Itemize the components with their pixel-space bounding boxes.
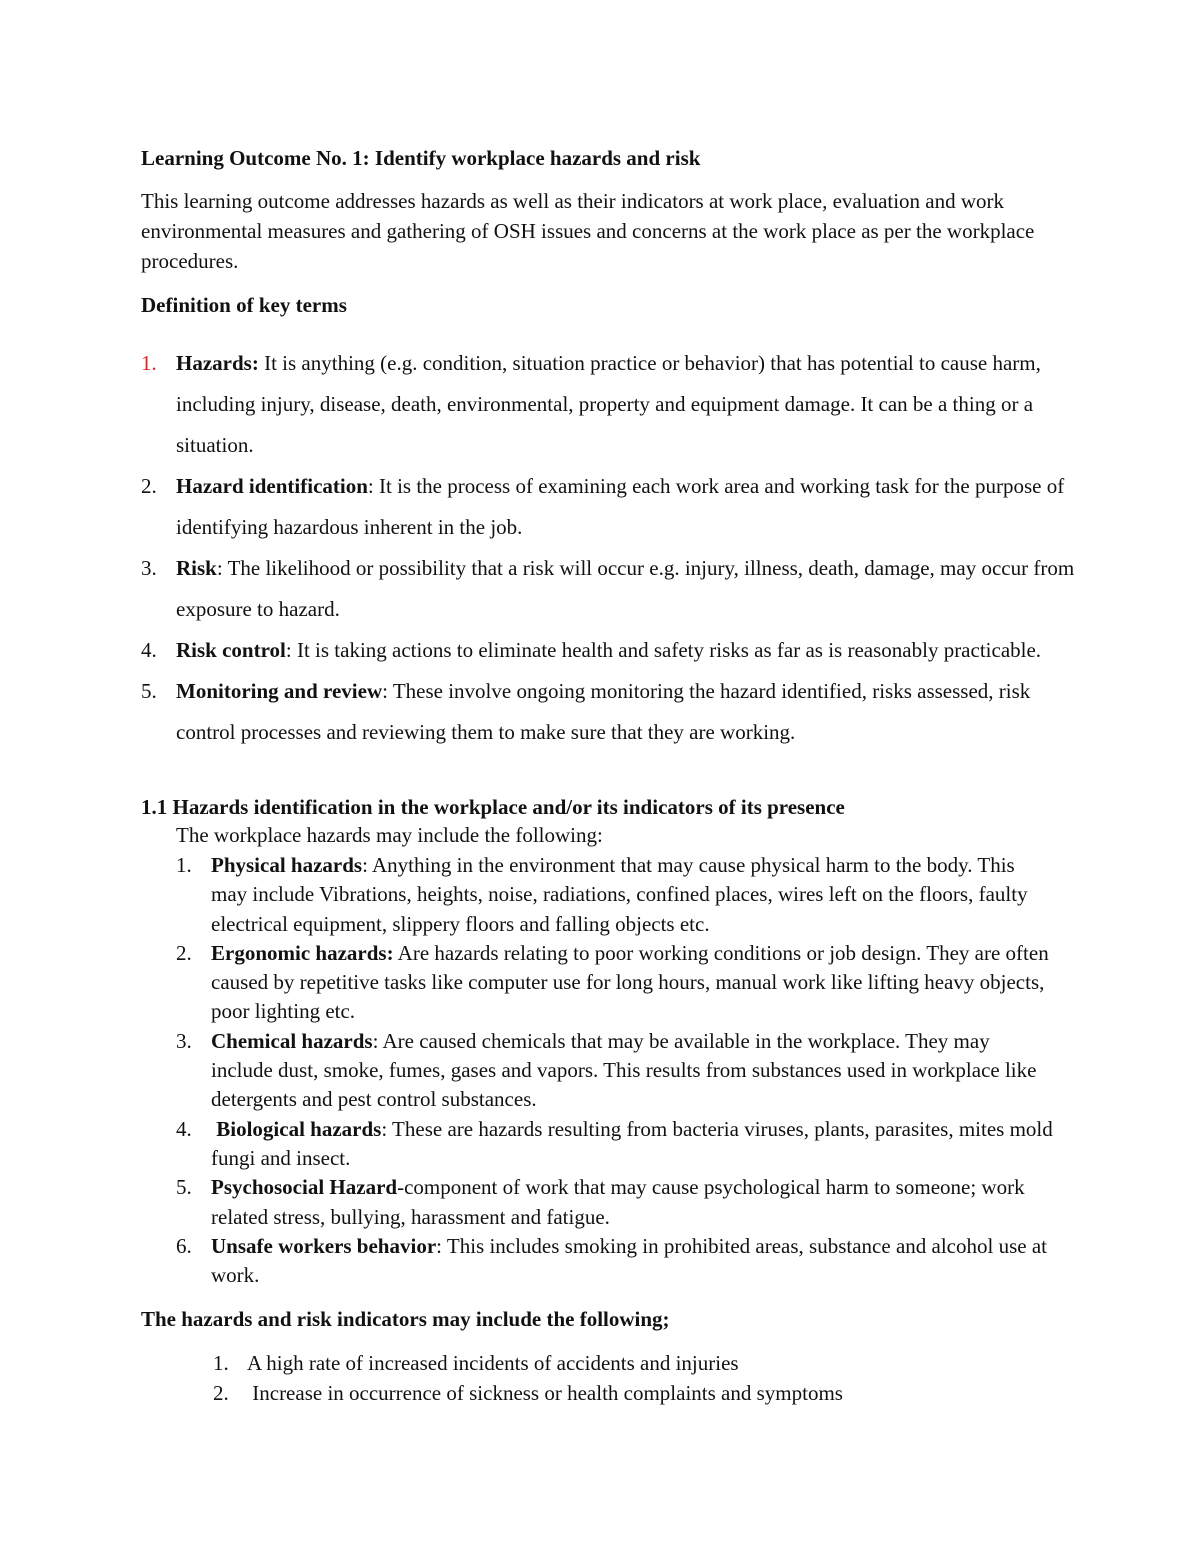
list-number: 1.	[176, 853, 192, 877]
indicator-item	[213, 1348, 1093, 1378]
hazard-item-ergonomic	[176, 939, 1056, 1027]
list-number: 5.	[141, 679, 157, 703]
indicator-text: A high rate of increased incidents of accidents and injuries	[247, 1351, 739, 1375]
definition-term: Hazards:	[176, 351, 259, 375]
definition-item-monitoring-and-review	[141, 671, 1076, 753]
hazard-text: : These are hazards resulting from bacteria viruses, plants, parasites, mites mold fungi and insect.	[211, 1116, 1053, 1170]
hazard-term: Biological hazards	[211, 1116, 382, 1141]
hazard-text: Are hazards relating to poor working conditions or job design. They are often caused by repetitive tasks like computer use for long hours, manual work like lifting heavy objects, poor lighting etc.	[211, 940, 1049, 1024]
definition-text: : It is taking actions to eliminate health and safety risks as far as is reasonably practicable.	[285, 638, 1042, 662]
hazard-item-chemical	[176, 1027, 1056, 1115]
list-number: 3.	[141, 556, 157, 580]
definition-text: : The likelihood or possibility that a risk will occur e.g. injury, illness, death, damage, may occur from exposure to hazard.	[176, 556, 1075, 621]
definition-term: Hazard identification	[176, 474, 368, 498]
definition-term: Risk control	[176, 638, 286, 662]
list-number: 6.	[176, 1233, 192, 1258]
hazards-list	[176, 851, 1056, 1290]
hazard-term: Physical hazards	[211, 853, 363, 877]
hazard-item-physical	[176, 851, 1056, 939]
indicator-text: Increase in occurrence of sickness or health complaints and symptoms	[247, 1381, 843, 1405]
hazard-text: : Anything in the environment that may cause physical harm to the body. This may include Vibrations, heights, noise, radiations, confined places, wires left on the floors, faulty electrical equipment, slippery floors and falling objects etc.	[211, 853, 1028, 936]
list-number: 2.	[176, 940, 192, 965]
definition-item-risk-control	[141, 630, 1076, 671]
indicator-item	[213, 1378, 1093, 1408]
hazard-term: Unsafe workers behavior	[211, 1233, 437, 1258]
definitions-list	[141, 343, 1076, 753]
list-number: 2.	[213, 1381, 229, 1405]
definition-text: : These involve ongoing monitoring the hazard identified, risks assessed, risk control processes and reviewing them to make sure that they are working.	[176, 679, 1031, 744]
indicators-list	[213, 1348, 1093, 1408]
hazard-term: Ergonomic hazards:	[211, 940, 394, 965]
hazard-text: -component of work that may cause psychological harm to someone; work related stress, bullying, harassment and fatigue.	[211, 1175, 1025, 1229]
hazard-term: Chemical hazards	[211, 1028, 373, 1053]
list-number: 4.	[141, 638, 157, 662]
section-1-1-title: 1.1 Hazards identification in the workplace and/or its indicators of its presence	[141, 795, 845, 819]
list-number: 5.	[176, 1175, 192, 1200]
definition-item-risk	[141, 548, 1076, 630]
hazard-item-unsafe-behavior	[176, 1232, 1056, 1291]
definition-text: : It is the process of examining each work area and working task for the purpose of identifying hazardous inherent in the job.	[176, 474, 1065, 539]
hazard-text: : This includes smoking in prohibited areas, substance and alcohol use at work.	[211, 1233, 1047, 1288]
list-number: 4.	[176, 1116, 192, 1141]
page-title: Learning Outcome No. 1: Identify workplace hazards and risk	[141, 146, 701, 170]
hazard-item-biological	[176, 1115, 1056, 1174]
definition-term: Risk	[176, 556, 217, 580]
list-number: 1.	[141, 351, 157, 375]
hazard-item-psychosocial	[176, 1173, 1056, 1232]
hazard-text: : Are caused chemicals that may be available in the workplace. They may include dust, smoke, fumes, gases and vapors. This results from substances used in workplace like detergents and pest control substances.	[211, 1028, 1037, 1112]
definition-term: Monitoring and review	[176, 679, 383, 703]
list-number: 3.	[176, 1028, 192, 1053]
intro-paragraph: This learning outcome addresses hazards as well as their indicators at work place, evaluation and work environmental measures and gathering of OSH issues and concerns at the work place as per the workplace procedures.	[141, 189, 1035, 273]
definitions-heading: Definition of key terms	[141, 293, 347, 317]
definition-item-hazard-identification	[141, 466, 1076, 548]
hazard-term: Psychosocial Hazard	[211, 1175, 398, 1200]
definition-item-hazards	[141, 343, 1076, 466]
list-number: 1.	[213, 1351, 229, 1375]
indicators-heading: The hazards and risk indicators may include the following;	[141, 1307, 670, 1331]
section-1-1-intro: The workplace hazards may include the following:	[176, 823, 603, 847]
list-number: 2.	[141, 474, 157, 498]
definition-text: It is anything (e.g. condition, situation practice or behavior) that has potential to cause harm, including injury, disease, death, environmental, property and equipment damage. It can be a thing or a situation.	[176, 351, 1041, 457]
